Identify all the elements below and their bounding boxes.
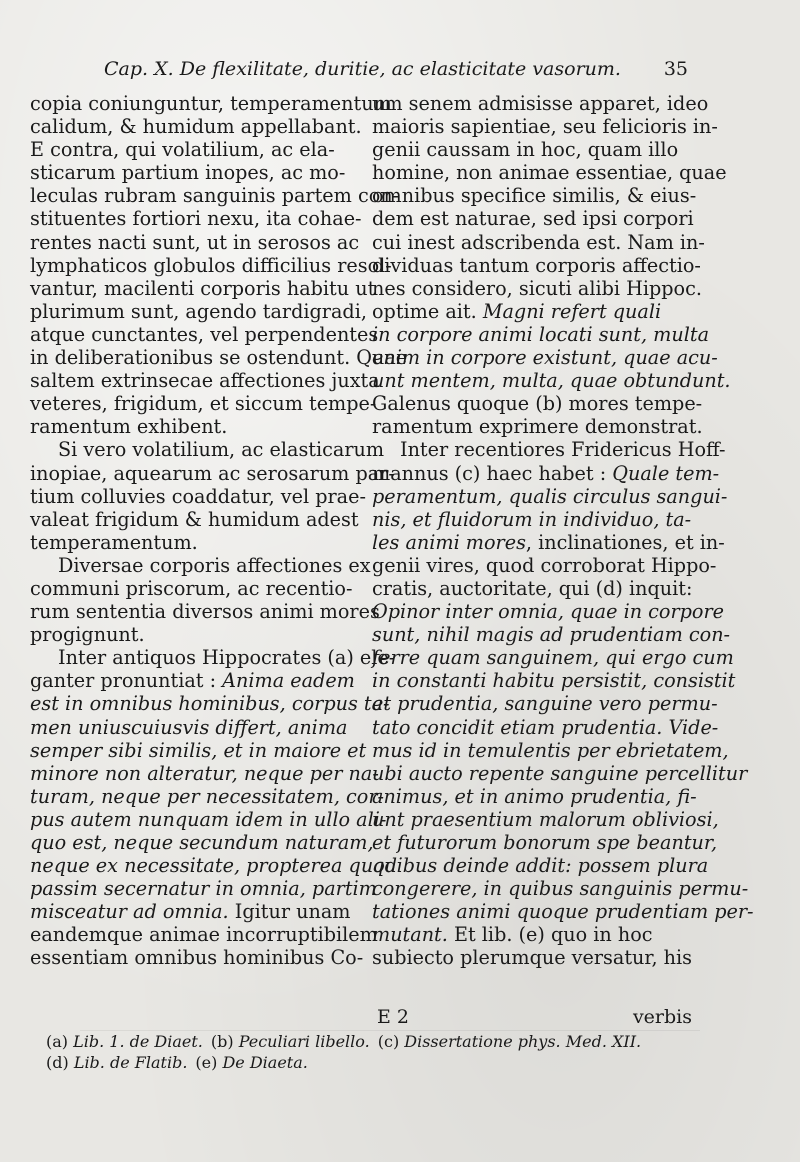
text-line [372, 115, 718, 139]
text-line [30, 600, 380, 624]
line-text: lymphaticos globulos difficilius resol- [30, 253, 392, 277]
text-line [372, 854, 709, 878]
line-text: eandemque animae incorruptibilem [30, 923, 378, 947]
line-text: unt mentem, multa, quae obtundunt. [372, 369, 731, 393]
line-text: um senem admisisse apparet, ideo [372, 92, 709, 115]
line-text: essentiam omnibus hominibus Co- [30, 946, 364, 970]
line-text: tato concidit etiam prudentia. Vide- [372, 715, 719, 739]
text-line [30, 392, 377, 416]
line-text: tium colluvies coaddatur, vel prae- [30, 484, 366, 508]
line-text: tationes animi quoque prudentiam per- [372, 900, 754, 924]
line-text: ramentum exprimere demonstrat. [372, 415, 703, 439]
text-line [372, 692, 718, 716]
line-roman-tail: Et lib. (e) quo in hoc [447, 923, 653, 947]
line-text: Inter recentiores Fridericus Hoff- [400, 438, 726, 462]
text-line [372, 276, 702, 300]
text-line [30, 369, 380, 393]
text-line [30, 669, 355, 692]
line-text: congerere, in quibus sanguinis permu- [372, 877, 749, 901]
catchword: verbis [632, 1006, 692, 1028]
text-line [30, 692, 390, 716]
running-title: Cap. X. De flexilitate, duritie, ac elasticitate vasorum. [104, 58, 621, 80]
footnote-text: Dissertatione phys. Med. XII. [404, 1032, 642, 1051]
line-text: peramentum, qualis circulus sangui- [372, 484, 728, 508]
line-text: calidum, & humidum appellabant. [30, 115, 362, 139]
line-text: men uniuscuiusvis differt, anima [30, 715, 348, 739]
line-text: quo est, neque secundum naturam, [30, 831, 374, 854]
text-line [372, 230, 705, 254]
footnote-text: Lib. de Flatib. [73, 1053, 188, 1072]
line-text: genii vires, quod corroborat Hippo- [372, 553, 717, 577]
line-text: progignunt. [30, 623, 145, 647]
line-text: optime ait. [372, 299, 483, 323]
line-text: Inter antiquos Hippocrates (a) ele- [58, 646, 396, 670]
line-text: temperamentum. [30, 530, 198, 554]
text-line [30, 92, 392, 115]
line-text: stituentes fortiori nexu, ita cohae- [30, 207, 362, 231]
line-text: ubi aucto repente sanguine percellitur [372, 761, 748, 785]
line-text: Galenus quoque (b) mores tempe- [372, 392, 703, 416]
text-line [372, 461, 720, 485]
line-text: in constanti habitu persistit, consistit [372, 669, 736, 693]
line-text: ramentum exhibent. [30, 415, 228, 439]
line-text: sticarum partium inopes, ac mo- [30, 161, 346, 185]
line-text: nis, et fluidorum in individuo, ta- [372, 507, 692, 531]
line-text: leculas rubram sanguinis partem con- [30, 184, 400, 208]
line-text: communi priscorum, ac recentio- [30, 576, 353, 600]
line-text: unt praesentium malorum obliviosi, [372, 807, 719, 831]
text-line [30, 415, 355, 438]
text-line [30, 854, 398, 878]
line-text: veteres, frigidum, et siccum tempe- [30, 392, 377, 416]
line-text: neque ex necessitate, propterea quod [30, 854, 398, 878]
line-text: saltem extrinsecae affectiones juxta [30, 369, 380, 393]
text-line [372, 623, 731, 647]
text-line [30, 184, 400, 208]
text-line [30, 461, 395, 485]
text-line [30, 531, 355, 554]
line-text: nes considero, sicuti alibi Hippoc. [372, 276, 702, 300]
line-text: mannus (c) haec habet : [372, 461, 613, 485]
footnote-mark: (d) [46, 1053, 74, 1072]
line-text: et futurorum bonorum spe beantur, [372, 831, 718, 854]
text-line [30, 761, 379, 785]
text-line [30, 276, 376, 300]
text-line [30, 322, 379, 346]
line-text: semper sibi similis, et in maiore et [30, 738, 367, 762]
line-text: mutant. [372, 923, 448, 947]
line-text: misceatur ad omnia. [30, 900, 229, 924]
line-text: cui inest adscribenda est. Nam in- [372, 230, 705, 254]
right-column [372, 92, 754, 970]
text-line [372, 392, 703, 416]
line-text: animus, et in animo prudentia, fi- [372, 784, 697, 808]
text-line [372, 369, 731, 393]
line-text: valeat frigidum & humidum adest [30, 507, 359, 531]
line-text: dem est naturae, sed ipsi corpori [372, 207, 694, 231]
text-line [30, 807, 387, 831]
text-line [30, 253, 392, 277]
line-text: plurimum sunt, agendo tardigradi, [30, 299, 367, 323]
text-line [372, 346, 718, 370]
text-line [372, 923, 692, 946]
line-text: dividuas tantum corporis affectio- [372, 253, 701, 277]
line-text: pus autem nunquam idem in ullo ali- [30, 807, 387, 831]
text-line [30, 553, 371, 577]
text-line [30, 230, 360, 254]
line-text: turam, neque per necessitatem, cor- [30, 784, 384, 808]
text-line [372, 184, 697, 208]
line-text: les animi mores [372, 530, 526, 554]
text-line [372, 438, 726, 462]
line-text: E contra, qui volatilium, ac ela- [30, 138, 335, 162]
text-line [30, 138, 355, 161]
line-roman-tail: , inclinationes, et in- [525, 530, 725, 554]
text-line [372, 877, 749, 901]
text-line [372, 784, 697, 808]
text-line [372, 553, 717, 577]
text-line [372, 669, 736, 693]
text-line [30, 438, 385, 462]
text-line [30, 577, 355, 600]
line-text: Diversae corporis affectiones ex [58, 553, 371, 577]
text-line [30, 946, 364, 970]
text-line [372, 253, 701, 277]
text-line [372, 484, 728, 508]
line-text: et prudentia, sanguine vero permu- [372, 692, 718, 716]
line-text: inopiae, aquearum ac serosarum par- [30, 461, 395, 485]
footnotes [46, 1031, 706, 1073]
line-text: maioris sapientiae, seu felicioris in- [372, 115, 718, 139]
footnote-mark: (e) [195, 1053, 223, 1072]
text-line [372, 415, 703, 439]
signature-mark: E 2 [377, 1006, 409, 1028]
text-line [30, 831, 374, 854]
footnote-text: Peculiari libello. [238, 1032, 370, 1051]
text-line [30, 646, 396, 670]
text-line [372, 508, 692, 531]
text-line [372, 715, 719, 739]
text-line [372, 807, 719, 831]
text-line [372, 738, 729, 762]
text-line [372, 646, 734, 670]
line-text: ganter pronuntiat : [30, 669, 223, 693]
text-line [372, 207, 692, 230]
text-line [30, 623, 355, 646]
line-text: in deliberationibus se ostendunt. Quae [30, 346, 408, 370]
page-number: 35 [663, 58, 688, 80]
line-text: est in omnibus hominibus, corpus ta- [30, 692, 390, 716]
line-text: Si vero volatilium, ac elasticarum [58, 438, 385, 462]
text-line [30, 507, 359, 531]
text-line [372, 92, 709, 115]
line-text: Opinor inter omnia, quae in corpore [372, 600, 724, 624]
text-line [372, 322, 710, 346]
line-text: ferre quam sanguinem, qui ergo cum [372, 646, 734, 670]
line-italic-tail: Magni refert quali [482, 299, 662, 323]
line-text: passim secernatur in omnia, partim [30, 877, 377, 901]
text-line [372, 900, 754, 924]
text-line [30, 738, 367, 762]
line-text: enim in corpore existunt, quae acu- [372, 346, 718, 370]
text-line [30, 161, 355, 184]
text-line [372, 300, 692, 323]
text-line [372, 530, 725, 554]
footnote-mark: (b) [210, 1032, 239, 1051]
footnote-mark: (c) [377, 1032, 405, 1051]
running-header [104, 58, 688, 86]
line-text: cratis, auctoritate, qui (d) inquit: [372, 576, 693, 600]
text-line [372, 761, 748, 785]
left-column [30, 92, 408, 970]
line-text: rentes nacti sunt, ut in serosos ac [30, 230, 360, 254]
footnote-text: Lib. 1. de Diaet. [73, 1032, 203, 1051]
text-line [30, 299, 367, 323]
text-line [372, 161, 727, 185]
footnote-text: De Diaeta. [222, 1053, 308, 1072]
line-text: atque cunctantes, vel perpendentes [30, 322, 379, 346]
text-line [30, 115, 362, 139]
footnote-mark: (a) [46, 1032, 74, 1051]
line-text: minore non alteratur, neque per na- [30, 761, 379, 785]
text-line [30, 484, 366, 508]
line-text: omnibus specifice similis, & eius- [372, 184, 697, 208]
line-text: mus id in temulentis per ebrietatem, [372, 738, 729, 762]
text-line [372, 138, 692, 161]
text-line [30, 716, 355, 739]
line-text: homine, non animae essentiae, quae [372, 161, 727, 185]
text-line [372, 600, 724, 624]
footnote [195, 1052, 307, 1073]
text-line [30, 784, 384, 808]
line-italic-tail: Quale tem- [612, 461, 720, 485]
text-line [30, 900, 355, 923]
text-line [30, 207, 362, 231]
footnote [378, 1031, 641, 1052]
text-line [372, 577, 692, 600]
line-italic-tail: Anima eadem [222, 669, 355, 693]
text-line [372, 831, 718, 854]
line-text: copia coniunguntur, temperamentum [30, 92, 392, 115]
line-text: quibus deinde addit: possem plura [372, 854, 709, 878]
footnote [46, 1052, 187, 1073]
text-line [30, 877, 377, 901]
text-line [30, 923, 378, 947]
line-roman-tail: Igitur unam [228, 900, 351, 924]
line-text: sunt, nihil magis ad prudentiam con- [372, 623, 731, 647]
line-text: genii caussam in hoc, quam illo [372, 138, 679, 162]
footnote [211, 1031, 370, 1052]
footnote [46, 1031, 203, 1052]
text-line [372, 946, 692, 969]
text-line [30, 346, 408, 370]
line-text: vantur, macilenti corporis habitu ut [30, 276, 376, 300]
line-text: subiecto plerumque versatur, his [372, 946, 693, 970]
line-text: rum sententia diversos animi mores [30, 600, 380, 624]
line-text: in corpore animi locati sunt, multa [372, 322, 710, 346]
